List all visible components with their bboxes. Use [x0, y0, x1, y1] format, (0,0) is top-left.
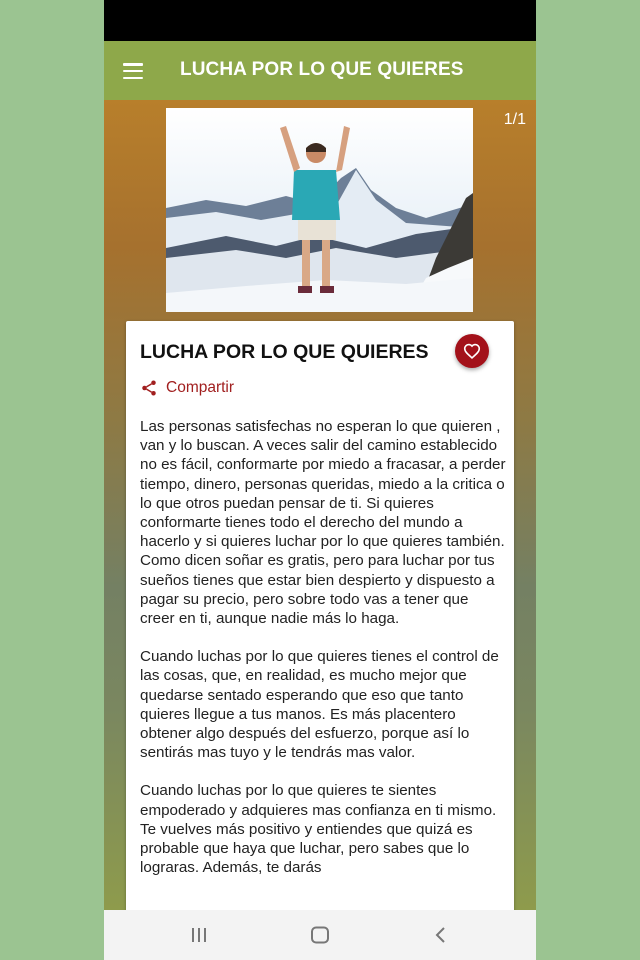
share-icon [140, 379, 158, 397]
quote-card [126, 321, 514, 910]
paragraph: Las personas satisfechas no esperan lo que quieren , van y lo buscan. A veces salir del camino establecido no es fácil, conformarte por miedo a fracasar, a perder tiempo, dinero, personas queridas, miedo a la critica o lo que otros puedan pensar de ti. Si quieres conformarte tienes todo el derecho del mundo a hacerlo y si quieres luchar por lo que quieres también. Como dicen soñar es gratis, pero para luchar por tus sueños tienes que estar bien despierto y dispuesto a pagar su precio, pero sobre todo vas a tener que creer en ti, aunque nadie más lo haga. [140, 418, 506, 628]
hamburger-menu-icon[interactable] [123, 63, 143, 79]
article-body [140, 417, 506, 896]
content-area [104, 100, 536, 910]
phone-screen [104, 0, 536, 960]
share-button[interactable] [140, 379, 234, 397]
hero-image [166, 108, 473, 312]
system-nav-bar [104, 910, 536, 960]
app-bar [104, 41, 536, 100]
paragraph: Cuando luchas por lo que quieres tienes el control de las cosas, que, en realidad, es mucho mejor que quedarse sentado esperando que eso que tanto quieres llegue a tus manos. Es más placentero obtener algo después del esfuerzo, porque así lo sentirás mas tuyo y le tendrás mas valor. [140, 648, 499, 762]
recents-icon[interactable] [190, 926, 208, 949]
home-icon[interactable] [310, 926, 330, 949]
share-label: Compartir [166, 379, 235, 396]
image-counter: 1/1 [503, 111, 526, 128]
back-icon[interactable] [434, 926, 448, 949]
favorite-button[interactable] [455, 334, 489, 368]
status-bar [104, 0, 536, 41]
app-title: LUCHA POR LO QUE QUIERES [180, 59, 464, 80]
heart-icon [463, 343, 481, 359]
card-title: LUCHA POR LO QUE QUIERES [140, 341, 429, 363]
paragraph: Cuando luchas por lo que quieres te sientes empoderado y adquieres mas confianza en ti mismo. Te vuelves más positivo y entiendes que quizá es probable que haya que luchar, pero sabes que lo lograras. Además, te darás [140, 782, 497, 877]
